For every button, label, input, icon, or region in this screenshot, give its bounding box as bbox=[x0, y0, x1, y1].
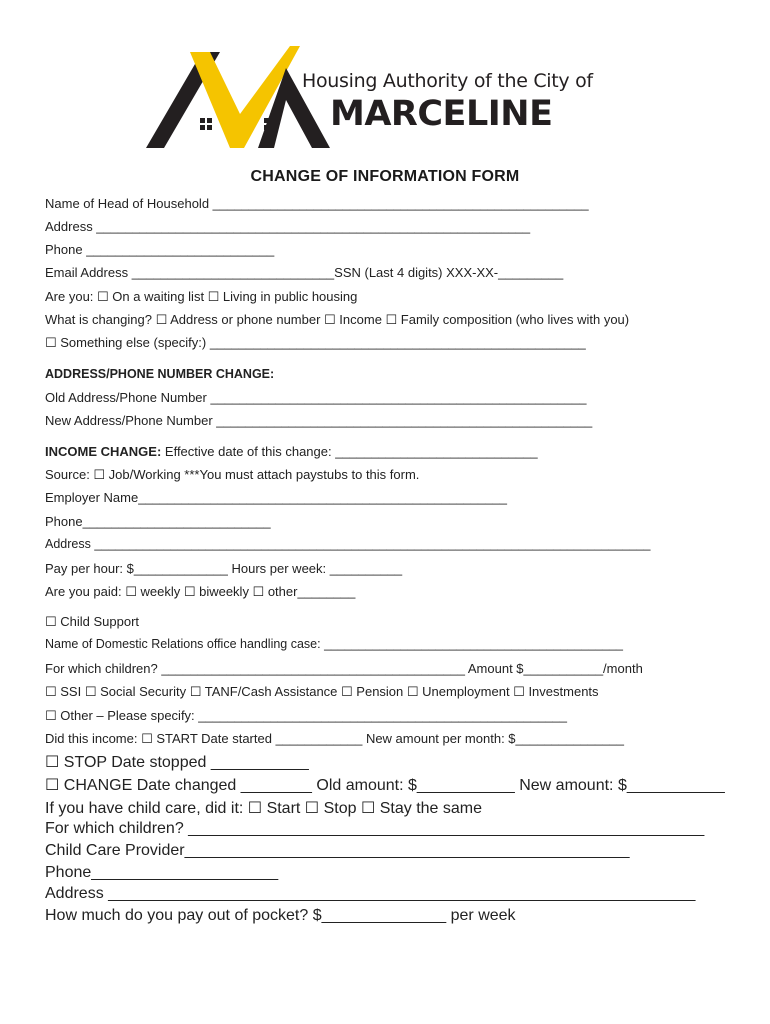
child-care-phone-field[interactable]: Phone_____________________ bbox=[45, 864, 279, 881]
something-else-field[interactable]: ☐ Something else (specify:) ____________________________________________________ bbox=[45, 335, 586, 350]
employer-name-field[interactable]: Employer Name___________________________________________________ bbox=[45, 490, 507, 505]
income-start-field[interactable]: Did this income: ☐ START Date started ____________ New amount per month: $_______________ bbox=[45, 731, 624, 746]
org-name-line2: MARCELINE bbox=[330, 94, 553, 134]
income-change-heading: INCOME CHANGE: bbox=[45, 444, 162, 459]
benefit-type-checkboxes[interactable]: ☐ SSI ☐ Social Security ☐ TANF/Cash Assistance ☐ Pension ☐ Unemployment ☐ Investments bbox=[45, 684, 599, 699]
employer-address-field[interactable]: Address ________________________________________________________________________________ bbox=[45, 537, 651, 551]
employer-phone-field[interactable]: Phone__________________________ bbox=[45, 514, 271, 529]
form-title: CHANGE OF INFORMATION FORM bbox=[250, 168, 520, 185]
new-address-field[interactable]: New Address/Phone Number ____________________________________________________ bbox=[45, 413, 593, 428]
org-name-line1: Housing Authority of the City of bbox=[302, 70, 593, 92]
income-stop-field[interactable]: ☐ STOP Date stopped ___________ bbox=[45, 754, 309, 771]
child-care-address-field[interactable]: Address __________________________________________________________________ bbox=[45, 885, 696, 902]
email-ssn-field[interactable]: Email Address ____________________________SSN (Last 4 digits) XXX-XX-_________ bbox=[45, 265, 564, 280]
address-field[interactable]: Address ____________________________________________________________ bbox=[45, 219, 531, 234]
children-amount-field[interactable]: For which children? __________________________________________ Amount $___________/month bbox=[45, 661, 643, 676]
income-change-row[interactable] bbox=[45, 444, 538, 459]
address-phone-change-heading: ADDRESS/PHONE NUMBER CHANGE: bbox=[45, 367, 275, 381]
source-checkbox[interactable]: Source: ☐ Job/Working ***You must attach paystubs to this form. bbox=[45, 467, 420, 482]
head-of-household-field[interactable]: Name of Head of Household ____________________________________________________ bbox=[45, 196, 589, 211]
logo-window-left bbox=[200, 118, 212, 130]
pay-frequency-checkboxes[interactable]: Are you paid: ☐ weekly ☐ biweekly ☐ other________ bbox=[45, 584, 356, 599]
child-care-provider-field[interactable]: Child Care Provider__________________________________________________ bbox=[45, 842, 630, 859]
child-support-checkbox[interactable]: ☐ Child Support bbox=[45, 614, 140, 629]
are-you-checkboxes[interactable]: Are you: ☐ On a waiting list ☐ Living in public housing bbox=[45, 289, 358, 304]
phone-field[interactable]: Phone __________________________ bbox=[45, 242, 275, 257]
pay-hours-field[interactable]: Pay per hour: $_____________ Hours per week: __________ bbox=[45, 561, 403, 576]
domestic-relations-field[interactable]: Name of Domestic Relations office handling case: ___________________________________________ bbox=[45, 637, 624, 651]
child-care-checkboxes[interactable]: If you have child care, did it: ☐ Start ☐ Stop ☐ Stay the same bbox=[45, 800, 483, 817]
other-specify-field[interactable]: ☐ Other – Please specify: ___________________________________________________ bbox=[45, 708, 568, 723]
what-changing-checkboxes[interactable]: What is changing? ☐ Address or phone number ☐ Income ☐ Family composition (who lives with you) bbox=[45, 312, 630, 327]
child-care-children-field[interactable]: For which children? __________________________________________________________ bbox=[45, 820, 705, 837]
old-address-field[interactable]: Old Address/Phone Number ____________________________________________________ bbox=[45, 390, 587, 405]
out-of-pocket-field[interactable]: How much do you pay out of pocket? $______________ per week bbox=[45, 907, 516, 924]
effective-date-field[interactable]: Effective date of this change: ____________________________ bbox=[161, 444, 538, 459]
income-change-amount-field[interactable]: ☐ CHANGE Date changed ________ Old amount: $___________ New amount: $___________ bbox=[45, 777, 725, 794]
